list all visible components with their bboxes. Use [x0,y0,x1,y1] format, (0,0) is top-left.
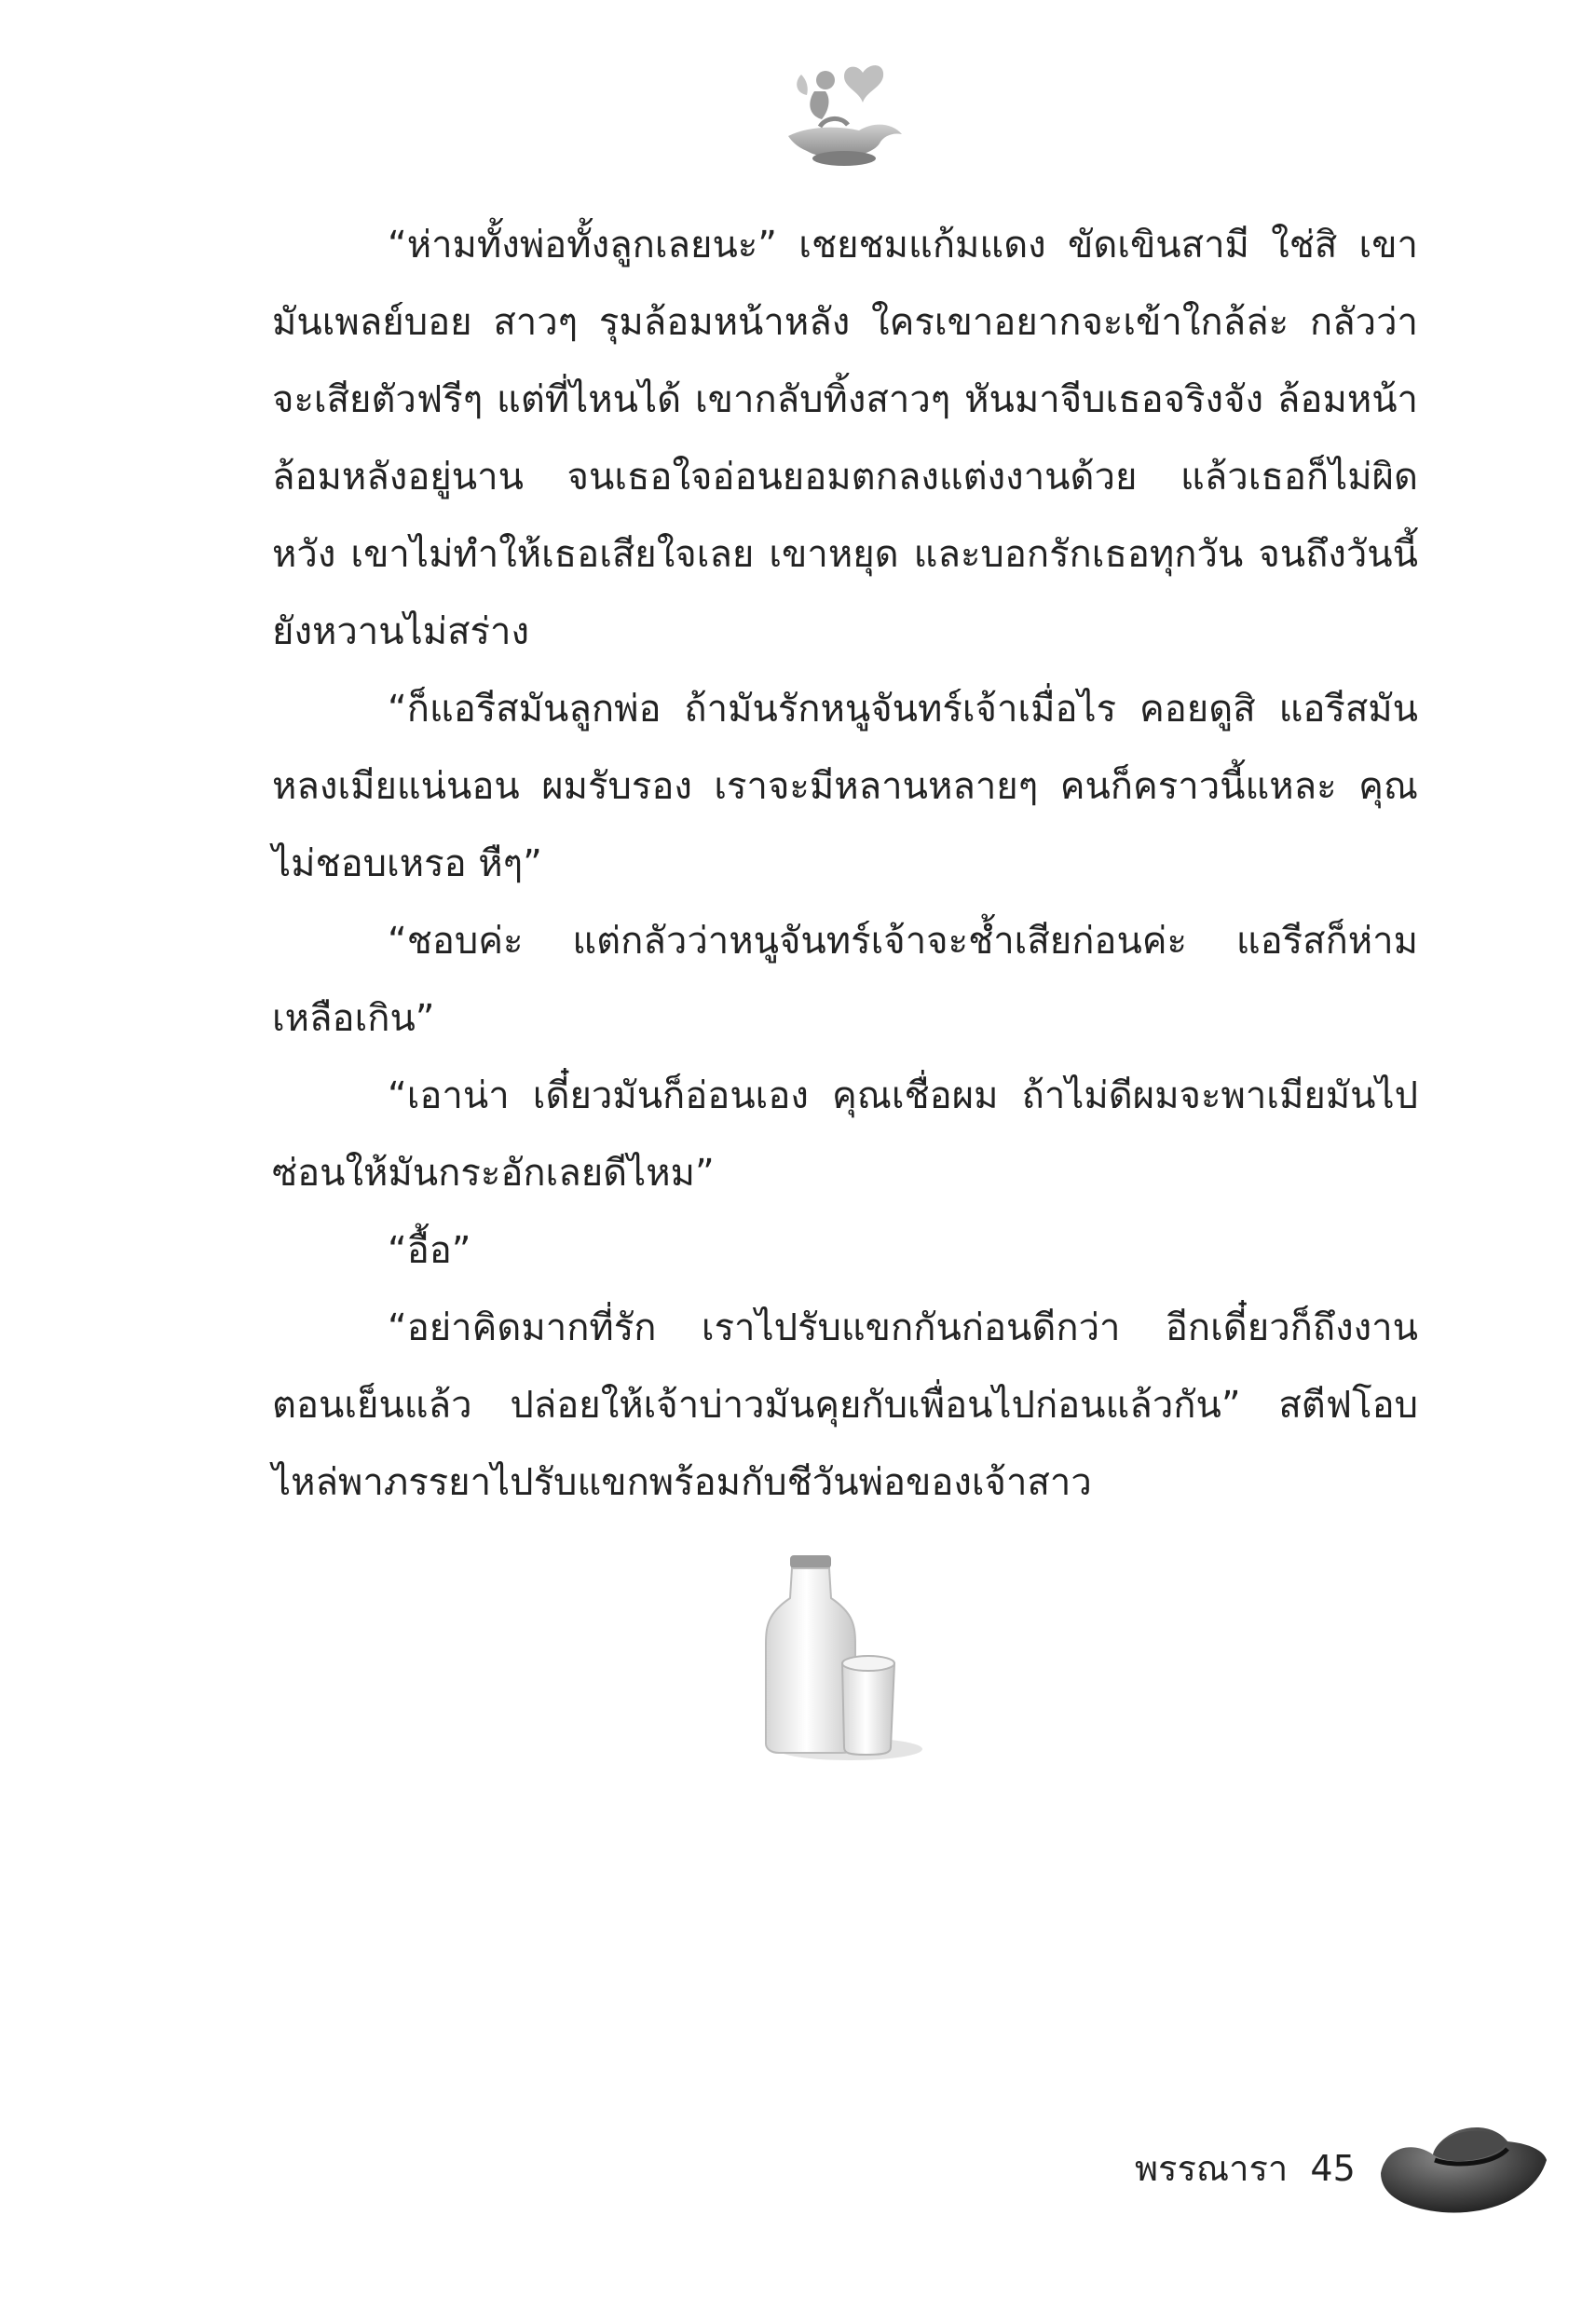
story-body [272,207,1418,1522]
paragraph: “อย่าคิดมากที่รัก เราไปรับแขกกันก่อนดีกว่า อีกเดี๋ยวก็ถึงงานตอนเย็นแล้ว ปล่อยให้เจ้าบ่าวมันคุยกับเพื่อนไปก่อนแล้วกัน” สตีฟโอบไหล่พาภรรยาไปรับแขกพร้อมกับชีวันพ่อของเจ้าสาว [272,1306,1418,1504]
genie-lamp-cupid-icon [770,54,919,175]
book-title: พรรณารา [1135,2148,1289,2189]
paragraph: “อื้อ” [388,1229,471,1272]
paragraph: “เอาน่า เดี๋ยวมันก็อ่อนเอง คุณเชื่อผม ถ้าไม่ดีผมจะพาเมียมันไปซ่อนให้มันกระอักเลยดีไหม” [272,1074,1418,1195]
page-footer [1135,2145,1356,2192]
milk-bottle-glass-icon [764,1552,922,1766]
paragraph: “ก็แอรีสมันลูกพ่อ ถ้ามันรักหนูจันทร์เจ้าเมื่อไร คอยดูสิ แอรีสมันหลงเมียแน่นอน ผมรับรอง เราจะมีหลานหลายๆ คนก็คราวนี้แหละ คุณไม่ชอบเหรอ หืๆ” [272,688,1418,885]
page-number: 45 [1310,2148,1356,2189]
paragraph: “ห่ามทั้งพ่อทั้งลูกเลยนะ” เชยชมแก้มแดง ขัดเขินสามี ใช่สิ เขามันเพลย์บอย สาวๆ รุมล้อมหน้าหลัง ใครเขาอยากจะเข้าใกล้ล่ะ กลัวว่าจะเสียตัวฟรีๆ แต่ที่ไหนได้ เขากลับทิ้งสาวๆ หันมาจีบเธอจริงจัง ล้อมหน้าล้อมหลังอยู่นาน จนเธอใจอ่อนยอมตกลงแต่งงานด้วย แล้วเธอก็ไม่ผิดหวัง เขาไม่ทำให้เธอเสียใจเลย เขาหยุด และบอกรักเธอทุกวัน จนถึงวันนี้ยังหวานไม่สร่าง [272,224,1418,653]
cowboy-hat-icon [1377,2108,1549,2220]
paragraph: “ชอบค่ะ แต่กลัวว่าหนูจันทร์เจ้าจะช้ำเสียก่อนค่ะ แอรีสก็ห่ามเหลือเกิน” [272,920,1418,1040]
